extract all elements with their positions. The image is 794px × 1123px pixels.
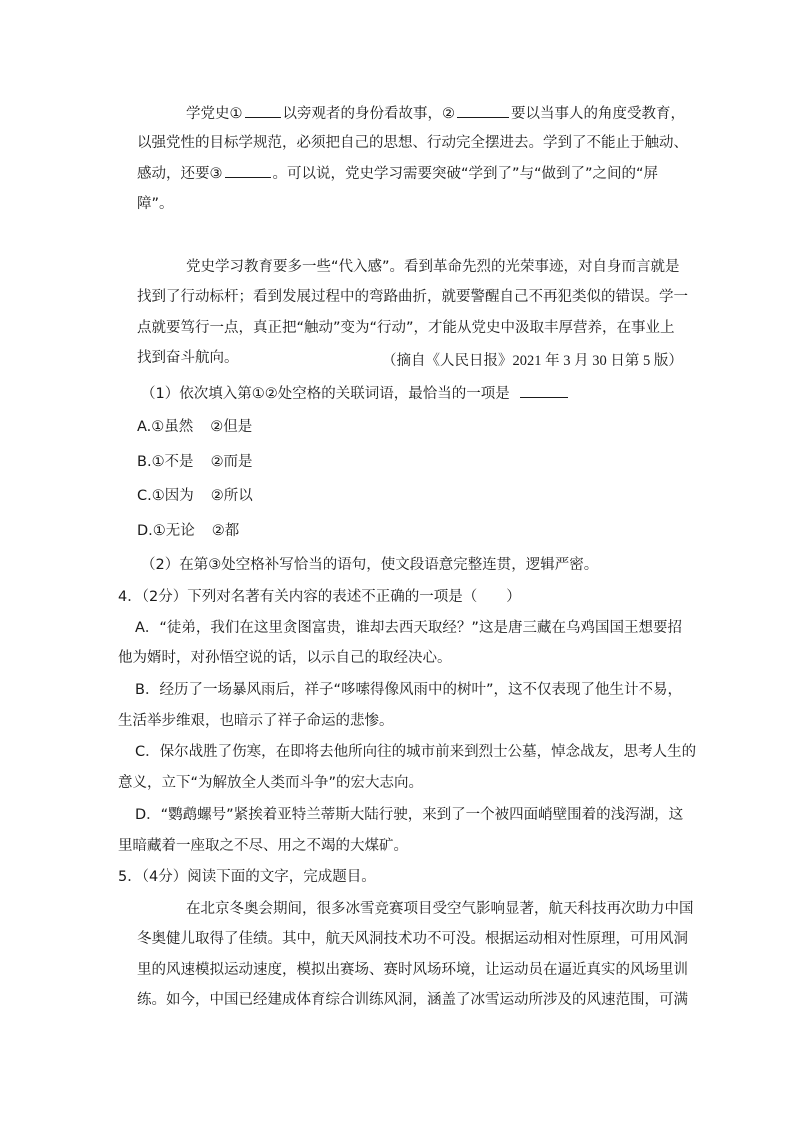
q3-1-option-a[interactable] xyxy=(137,417,252,437)
option-d-second: ②都 xyxy=(211,523,240,539)
option-a-second: ②但是 xyxy=(210,419,253,435)
q3-1-option-d[interactable] xyxy=(137,521,239,541)
passage-p1-line2: 以强党性的目标学规范，必须把自己的思想、行动完全摆进去。学到了不能止于触动、 xyxy=(137,135,688,151)
q3-2-stem: （2）在第③处空格补写恰当的语句，使文段语意完整连贯，逻辑严密。 xyxy=(141,557,599,573)
q4-option-c-line1[interactable]: C．保尔战胜了伤寒，在即将去他所向往的城市前来到烈士公墓，悼念战友，思考人生的 xyxy=(135,744,697,760)
q5-passage-line4: 练。如今，中国已经建成体育综合训练风洞，涵盖了冰雪运动所涉及的风速范围，可满 xyxy=(137,992,688,1008)
option-a-letter: A. xyxy=(137,419,152,435)
q4-option-c-line2: 意义，立下“为解放全人类而斗争”的宏大志向。 xyxy=(118,775,424,791)
p1-line1-a: 学党史① xyxy=(186,106,243,122)
q3-1-option-c[interactable] xyxy=(137,486,253,506)
option-d-first: ①无论 xyxy=(152,523,195,539)
q4-option-b-line2: 生活举步维艰，也暗示了祥子命运的悲惨。 xyxy=(118,713,394,729)
q3-1-option-b[interactable] xyxy=(137,452,253,472)
q3-1-answer-blank xyxy=(520,383,568,398)
passage-p2-line2: 找到了行动标杆；看到发展过程中的弯路曲折，就要警醒自己不再犯类似的错误。学一 xyxy=(137,289,688,305)
passage-p1-line3 xyxy=(137,163,658,184)
passage-p2-line1: 党史学习教育要多一些“代入感”。看到革命先烈的光荣事迹，对自身而言就是 xyxy=(186,259,680,275)
p1-line3-b: 。可以说，党史学习需要突破“学到了”与“做到了”之间的“屏 xyxy=(272,166,659,182)
option-b-second: ②而是 xyxy=(210,454,253,470)
q4-option-a-line1[interactable]: A．“徒弟，我们在这里贪图富贵，谁却去西天取经？”这是唐三藏在乌鸡国国王想要招 xyxy=(135,620,682,636)
q5-passage-line2: 冬奥健儿取得了佳绩。其中，航天风洞技术功不可没。根据运动相对性原理，可用风洞 xyxy=(137,931,688,947)
q5-passage-line3: 里的风速模拟运动速度，模拟出赛场、赛时风场环境，让运动员在逼近真实的风场里训 xyxy=(137,962,688,978)
option-c-second: ②所以 xyxy=(210,488,253,504)
passage-source: （摘自《人民日报》2021 年 3 月 30 日第 5 版） xyxy=(382,353,683,369)
blank-3 xyxy=(225,163,271,178)
option-b-first: ①不是 xyxy=(151,454,194,470)
passage-p2-line3: 点就要笃行一点，真正把“触动”变为“行动”，才能从党史中汲取丰厚营养，在事业上 xyxy=(137,320,675,336)
passage-p1-line4: 障”。 xyxy=(137,196,174,212)
passage-p2-line4: 找到奋斗航向。 xyxy=(137,350,239,366)
q4-option-d-line1[interactable]: D．“鹦鹉螺号”紧挨着亚特兰蒂斯大陆行驶，来到了一个被四面峭壁围着的浅泻湖，这 xyxy=(135,807,684,823)
q4-option-d-line2: 里暗藏着一座取之不尽、用之不竭的大煤矿。 xyxy=(118,838,408,854)
q5-stem: 5．（4分）阅读下面的文字，完成题目。 xyxy=(118,869,376,885)
p1-line3-a: 感动，还要③ xyxy=(137,166,223,182)
option-b-letter: B. xyxy=(137,454,152,470)
q4-stem: 4．（2分）下列对名著有关内容的表述不正确的一项是（ ） xyxy=(118,589,521,605)
option-a-first: ①虽然 xyxy=(151,419,194,435)
p1-line1-b: 以旁观者的身份看故事，② xyxy=(282,106,455,122)
passage-p1-line1 xyxy=(186,103,685,124)
q4-option-a-line2: 他为婿时，对孙悟空说的话，以示自己的取经决心。 xyxy=(118,650,452,666)
option-c-letter: C. xyxy=(137,488,152,504)
q5-passage-line1: 在北京冬奥会期间，很多冰雪竞赛项目受空气影响显著，航天科技再次助力中国 xyxy=(186,901,694,917)
q3-1-stem xyxy=(141,383,570,404)
q4-option-b-line1[interactable]: B．经历了一场暴风雨后，祥子“哆嗦得像风雨中的树叶”，这不仅表现了他生计不易， xyxy=(135,682,682,698)
blank-2 xyxy=(457,103,509,118)
blank-1 xyxy=(245,103,281,118)
q3-1-stem-text: （1）依次填入第①②处空格的关联词语，最恰当的一项是 xyxy=(141,386,510,402)
option-d-letter: D. xyxy=(137,523,153,539)
p1-line1-c: 要以当事人的角度受教育， xyxy=(511,106,685,122)
option-c-first: ①因为 xyxy=(151,488,194,504)
